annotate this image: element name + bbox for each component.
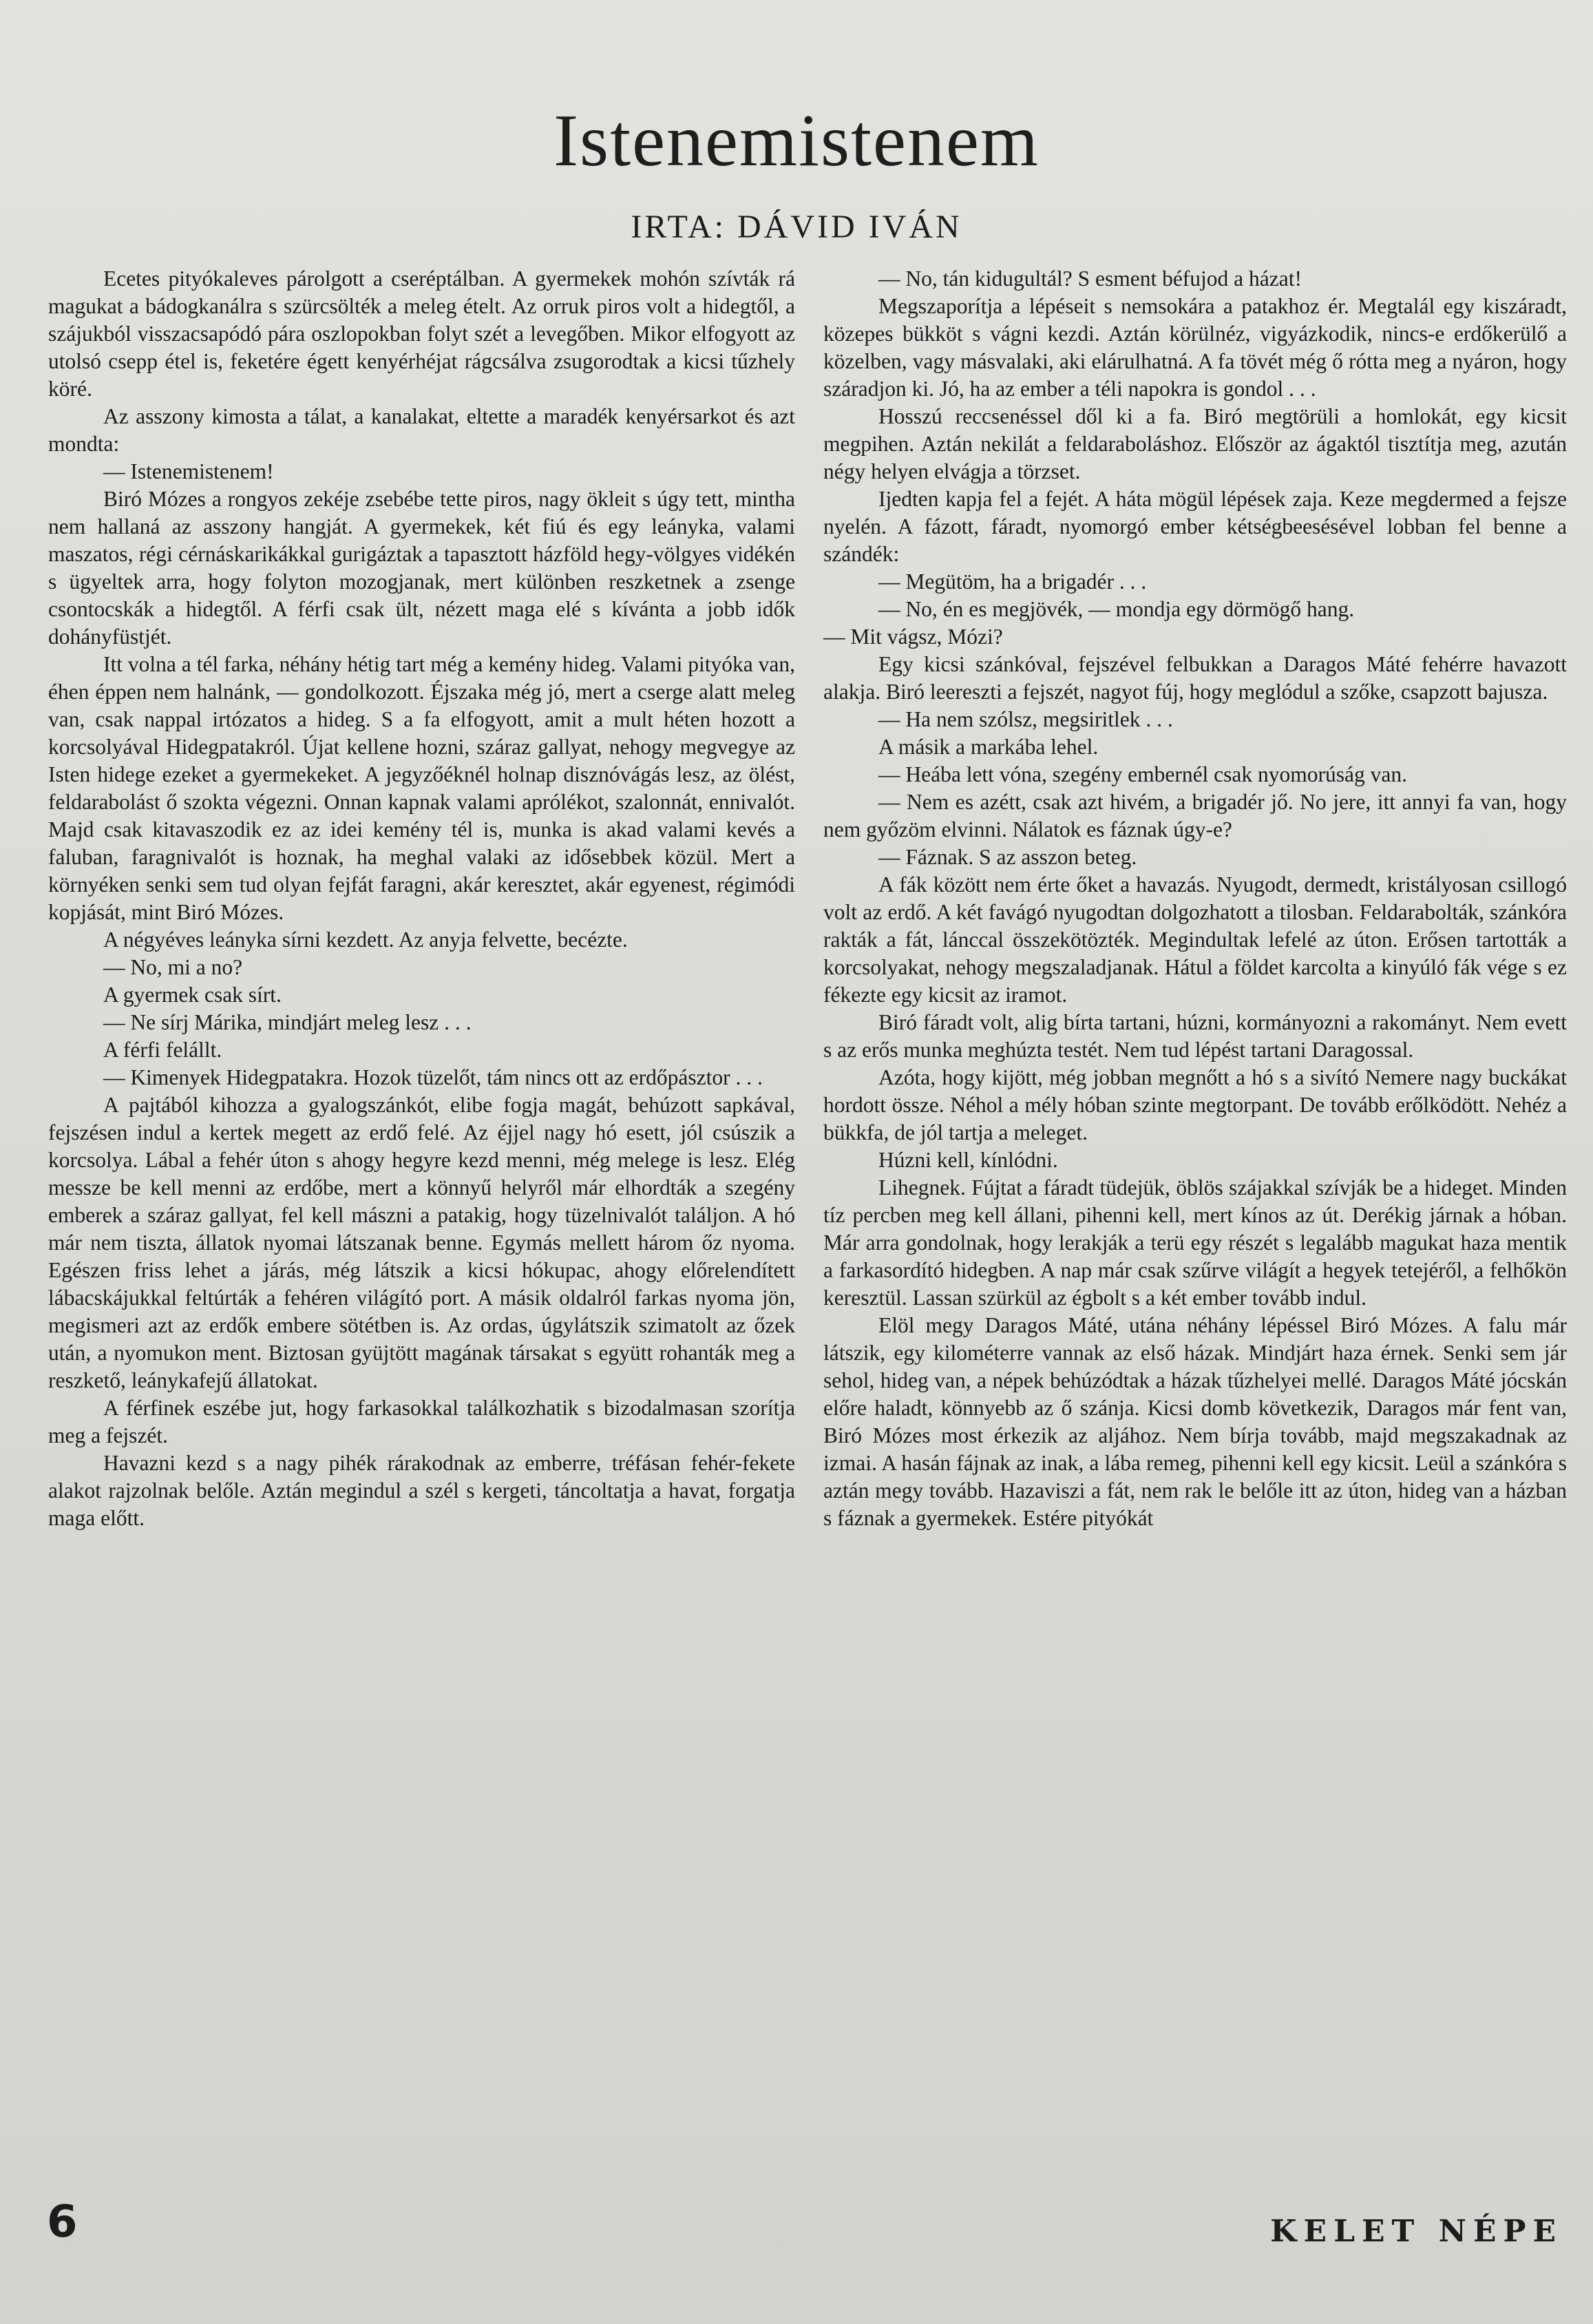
paragraph: Biró fáradt volt, alig bírta tartani, húzni, kormányozni a rakományt. Nem evett s az erős munka meghúzta testét. Nem tud lépést tartani Daragossal. — [823, 1010, 1567, 1062]
paragraph: Azóta, hogy kijött, még jobban megnőtt a hó s a sivító Nemere nagy buckákat hordott össze. Néhol a mély hóban szinte megtorpant. De tovább erőlködött. Nehéz a bükkfa, de jól tartja a meleget. — [823, 1065, 1567, 1144]
paragraph: Havazni kezd s a nagy pihék rárakodnak az emberre, tréfásan fehér-fekete alakot rajzolnak belőle. Aztán megindul a szél s kergeti, táncoltatja a havat, forgatja maga előtt. — [48, 1451, 795, 1530]
paragraph: — Heába lett vóna, szegény embernél csak nyomorúság van. — [878, 762, 1407, 786]
paragraph: A férfi felállt. — [103, 1038, 222, 1062]
paragraph: Biró Mózes a rongyos zekéje zsebébe tette piros, nagy ökleit s úgy tett, mintha nem hallaná az asszony hangját. A gyermekek, két fiú és egy leányka, valami maszatos, régi cérnáskarikákkal gurigáztak a tapasztott házföld hegy-völgyes vidékén s ügyeltek arra, hogy folyton mozogjanak, mert különben reszketnek a zsenge csontocskák a hidegtől. A férfi csak ült, nézett maga elé s kívánta a jobb idők dohányfüstjét. — [48, 487, 795, 649]
paragraph: Megszaporítja a lépéseit s nemsokára a patakhoz ér. Megtalál egy kiszáradt, közepes bükköt s vágni kezdi. Aztán körülnéz, vigyázkodik, nincs-e erdőkerülő a közelben, vagy másvalaki, aki elárulhatná. A fa tövét még ő rótta meg a nyáron, hogy száradjon ki. Jó, ha az ember a téli napokra is gondol . . . — [823, 294, 1567, 401]
paragraph: A másik a markába lehel. — [878, 735, 1099, 759]
article-title: Istenemistenem — [553, 100, 1040, 182]
paragraph: A férfinek eszébe jut, hogy farkasokkal találkozhatik s bizodalmasan szorítja meg a fejszét. — [48, 1396, 795, 1447]
paragraph: — Megütöm, ha a brigadér . . . — [878, 569, 1147, 594]
page-number: 6 — [47, 2197, 78, 2248]
paragraph: — No, én es megjövék, — mondja egy dörmögő hang. — [878, 597, 1355, 621]
paragraph: Hosszú reccsenéssel dől ki a fa. Biró megtörüli a homlokát, egy kicsit megpihen. Aztán nekilát a feldaraboláshoz. Először az ágaktól tisztítja meg, azután négy helyen elvágja a törzset. — [823, 404, 1567, 483]
paragraph: Az asszony kimosta a tálat, a kanalakat, eltette a maradék kenyérsarkot és azt mondta: — [48, 404, 795, 456]
paragraph: A négyéves leányka sírni kezdett. Az anyja felvette, becézte. — [103, 928, 628, 952]
right-column — [823, 265, 1567, 1532]
paragraph: — Fáznak. S az asszon beteg. — [878, 845, 1137, 869]
left-column — [48, 265, 795, 1532]
paragraph: — Mit vágsz, Mózi? — [823, 625, 1003, 649]
paragraph: — Kimenyek Hidegpatakra. Hozok tüzelőt, tám nincs ott az erdőpásztor . . . — [103, 1065, 763, 1089]
paragraph: — Istenemistenem! — [103, 459, 274, 483]
paragraph: A pajtából kihozza a gyalogszánkót, elibe fogja magát, behúzott sapkával, fejszésen indul a kertek megett az erdő felé. Az éjjel nagy hó esett, jól csúszik a korcsolya. Lábal a fehér úton s ahogy hegyre kezd menni, még melege is lesz. Elég messze be kell menni az erdőbe, mert a könnyű helyről már elhordták a szegény emberek a száraz gallyat, fel kell mászni a patakig, hogy tüzelnivalót találjon. A hó már nem tiszta, állatok nyomai látszanak benne. Egymás mellett három őz nyoma. Egészen friss lehet a járás, még látszik a kicsi hókupac, ahogy előrelendített lábacskájukkal feltúrták a fehéren világító port. A másik oldalról farkas nyoma jön, megismeri azt az erdők embere sötétben is. Az ordas, úgylátszik szimatolt az őzek után, a nyomukon ment. Biztosan gyüjtött magának társakat s együtt rohanták meg a reszkető, leánykafejű állatokat. — [48, 1093, 795, 1392]
paragraph: Elöl megy Daragos Máté, utána néhány lépéssel Biró Mózes. A falu már látszik, egy kilométerre vannak az első házak. Mindjárt haza érnek. Senki sem jár sehol, hideg van, a népek behúzódtak a házak tűzhelyei mellé. Daragos Máté jócskán előre haladt, könnyebb az ő szánja. Kicsi domb következik, Daragos már fent van, Biró Mózes most érkezik az aljához. Nem bírja tovább, majd megszakadnak az izmai. A hasán fájnak az inak, a lába remeg, pihenni kell egy kicsit. Leül a szánkóra s aztán megy tovább. Hazaviszi a fát, nem rak le belőle itt az úton, hideg van a házban s fáznak a gyermekek. Estére pityókát — [823, 1313, 1567, 1530]
paragraph: A gyermek csak sírt. — [103, 983, 282, 1007]
article-byline: IRTA: DÁVID IVÁN — [631, 209, 962, 245]
paragraph: — Nem es azétt, csak azt hivém, a brigadér jő. No jere, itt annyi fa van, hogy nem győzöm elvinni. Nálatok es fáznak úgy-e? — [823, 790, 1567, 841]
paragraph: A fák között nem érte őket a havazás. Nyugodt, dermedt, kristályosan csillogó volt az erdő. A két favágó nyugodtan dolgozhatott a tilosban. Feldarabolták, szánkóra rakták a fát, lánccal összekötözték. Megindultak lefelé az úton. Erősen tartották a korcsolyakat, nehogy megszaladjanak. Hátul a földet karcolta a kinyúló fák vége s ez fékezte egy kicsit az iramot. — [823, 872, 1567, 1007]
paragraph: Itt volna a tél farka, néhány hétig tart még a kemény hideg. Valami pityóka van, éhen éppen nem halnánk, — gondolkozott. Éjszaka még jó, mert a cserge alatt meleg van, csak nappal irtózatos a hideg. S a fa elfogyott, amit a mult héten hozott a korcsolyával Hidegpatakról. Újat kellene hozni, száraz gallyat, nehogy megvegye az Isten hidege ezeket a gyermekeket. A jegyzőéknél holnap disznóvágás lesz, az ölést, feldarabolást ő szokta végezni. Onnan kapnak valami aprólékot, szalonnát, ennivalót. Majd csak kitavaszodik ez az idei kemény tél is, munka is akad valami kevés a faluban, faragnivalót is hoznak, ha meghal valaki az idősebbek közül. Mert a környéken senki sem tud olyan fejfát faragni, akár keresztet, akár egyenest, régimódi kopjását, mint Biró Mózes. — [48, 652, 795, 924]
paragraph: — Ne sírj Márika, mindjárt meleg lesz . . . — [103, 1010, 472, 1034]
magazine-name: KELET NÉPE — [1270, 2214, 1563, 2249]
paragraph: Egy kicsi szánkóval, fejszével felbukkan a Daragos Máté fehérre havazott alakja. Biró leereszti a fejszét, nagyot fúj, hogy meglódul a szőke, csapzott bajusza. — [823, 652, 1567, 704]
paragraph: — No, mi a no? — [103, 955, 243, 979]
paragraph: Ijedten kapja fel a fejét. A háta mögül lépések zaja. Keze megdermed a fejsze nyelén. A fázott, fáradt, nyomorgó ember kétségbeesésével lobban fel benne a szándék: — [823, 487, 1567, 566]
paragraph: Lihegnek. Fújtat a fáradt tüdejük, öblös szájakkal szívják be a hideget. Minden tíz percben meg kell állani, pihenni kell, mert kínos az út. Derékig járnak a hóban. Már arra gondolnak, hogy lerakják a terü egy részét s legalább magukat haza mentik a farkasordító hidegben. A nap már csak szűrve világít a hegyek tetejéről, a felhőkön keresztül. Lassan szürkül az égbolt s a két ember tovább indul. — [823, 1175, 1567, 1310]
paragraph: Ecetes pityókaleves párolgott a cseréptálban. A gyermekek mohón szívták rá magukat a bádogkanálra s szürcsölték a meleg ételt. Az orruk piros volt a hidegtől, a szájukból visszacsapódó pára oszlopokban folyt szét a levegőben. Mikor elfogyott az utolsó csepp étel is, feketére égett kenyérhéjat rágcsálva zsugorodtak a kicsi tűzhely köré. — [48, 266, 795, 401]
paragraph: — Ha nem szólsz, megsiritlek . . . — [878, 707, 1173, 731]
paragraph: Húzni kell, kínlódni. — [878, 1148, 1058, 1172]
paragraph: — No, tán kidugultál? S esment béfujod a házat! — [878, 266, 1302, 291]
